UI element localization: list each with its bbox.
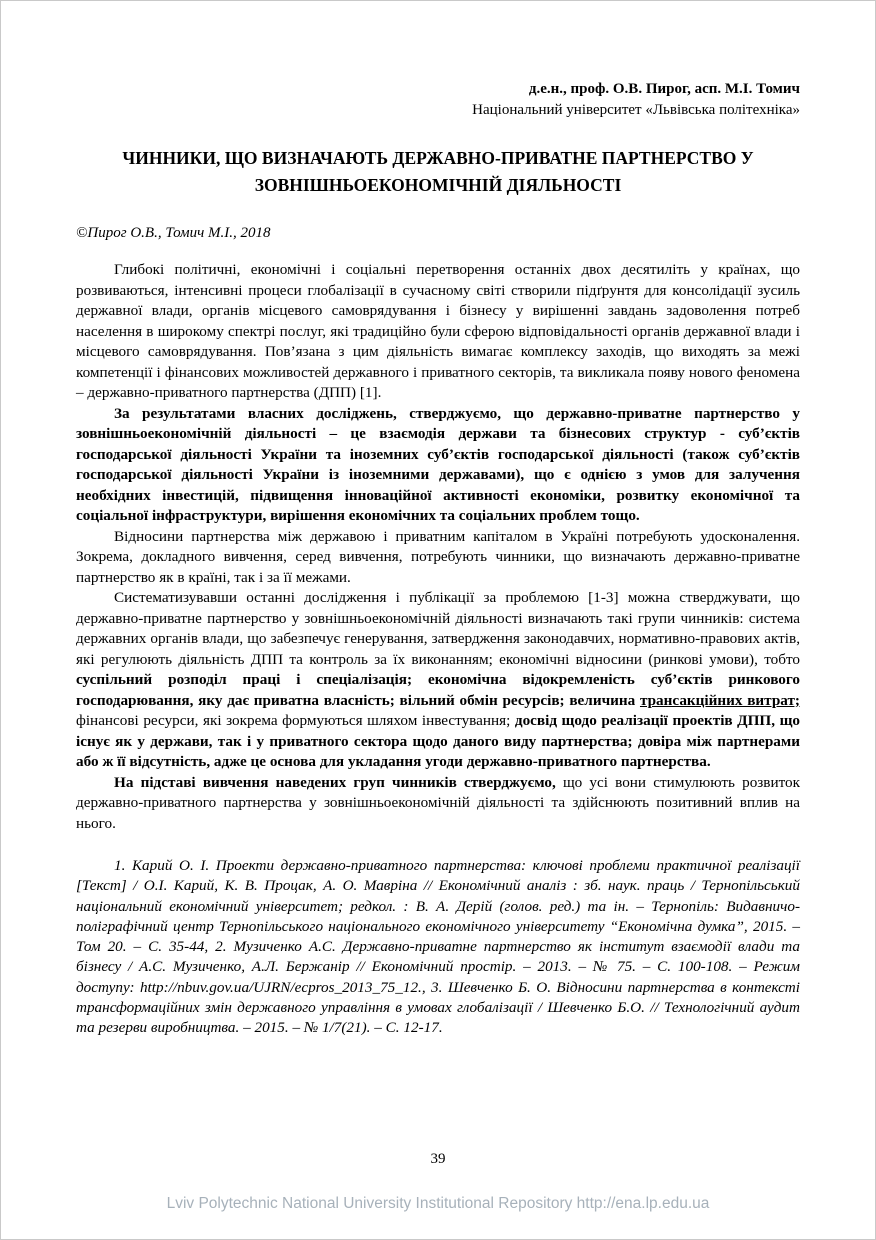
repository-footer: Lviv Polytechnic National University Institutional Repository http://ena.lp.edu.ua bbox=[166, 1195, 710, 1212]
conclusion-segment-bold: На підставі вивчення наведених груп чинників стверджуємо, bbox=[114, 773, 563, 791]
affiliation-line: Національний університет «Львівська політехніка» bbox=[472, 102, 800, 118]
factors-segment-bold-2: досвід щодо реалізації проектів ДПП, що існує як у держави, так і у приватного сектора щодо даного виду партнерства; довіра між партнерами або ж її відсутність, адже це основа для укладання угоди державно-приватного партнерства. bbox=[76, 712, 800, 770]
copyright-line: ©Пирог О.В., Томич М.І., 2018 bbox=[76, 225, 271, 241]
byline bbox=[76, 79, 800, 121]
references-block: 1. Карий О. І. Проекти державно-приватного партнерства: ключові проблеми практичної реалізації [Текст] / О.І. Карий, К. В. Процак, А. О. Мавріна // Економічний аналіз : зб. наук. праць / Тернопільський національний економічний університет; редкол. : В. А. Дерій (голов. ред.) та ін. – Тернопіль: Видавничо-поліграфічний центр Тернопільського національного економічного університету “Економічна думка”, 2015. – Том 20. – С. 35-44, 2. Музиченко А.С. Державно-приватне партнерство як інститут взаємодії влади та бізнесу / А.С. Музиченко, А.Л. Бержанір // Економічний простір. – 2013. – № 75. – С. 100-108. – Режим доступу: http://nbuv.gov.ua/UJRN/ecpros_2013_75_12., 3. Шевченко Б. О. Відносини партнерства в контексті трансформаційних змін державного управління в умовах глобалізації / Шевченко Б.О. // Технологічний аудит та резерви виробництва. – 2015. – № 1/7(21). – С. 12-17. bbox=[76, 857, 800, 1037]
paragraph-factors bbox=[76, 588, 800, 773]
paper-title: ЧИННИКИ, ЩО ВИЗНАЧАЮТЬ ДЕРЖАВНО-ПРИВАТНЕ ПАРТНЕРСТВО У ЗОВНІШНЬОЕКОНОМІЧНІЙ ДІЯЛЬНОСТІ bbox=[122, 148, 754, 195]
paragraph-relations: Відносини партнерства між державою і приватним капіталом в Україні потребують удосконалення. Зокрема, докладного вивчення, серед вивчення, потребують чинники, що визначають державно-приватне партнерство як в країні, так і за її межами. bbox=[76, 527, 800, 586]
paragraph-definition: За результатами власних досліджень, стверджуємо, що державно-приватне партнерство у зовнішньоекономічній діяльності – це взаємодія держави та бізнесових структур - суб’єктів господарської діяльності України та іноземних суб’єктів господарської діяльності (також суб’єктів господарської діяльності України із іноземними державами), що є однією з умов для залучення необхідних інвестицій, підвищення інноваційної активності економіки, розвитку економічної та соціальної інфраструктури, вирішення економічних та соціальних проблем тощо. bbox=[76, 404, 800, 524]
authors-line: д.е.н., проф. О.В. Пирог, асп. М.І. Томич bbox=[528, 81, 800, 97]
paragraph-intro: Глибокі політичні, економічні і соціальні перетворення останніх двох десятиліть у країнах, що розвиваються, інтенсивні процеси глобалізації в сучасному світі створили підґрунтя для консолідації зусиль державної влади, органів місцевого самоврядування і бізнесу у вирішенні завдань задоволення потреб населення в широкому спектрі послуг, які традиційно були сферою відповідальності органів державної влади і місцевого самоврядування. Пов’язана з цим діяльність вимагає комплексу заходів, що виходять за межі компетенції і фінансових можливостей державного і приватного секторів, та викликала появу нового феномена – державно-приватного партнерства (ДПП) [1]. bbox=[76, 261, 800, 401]
factors-segment-normal-1: Систематизувавши останні дослідження і публікації за проблемою [1-3] можна стверджувати, що державно-приватне партнерство у зовнішньоекономічній діяльності визначають такі групи чинників: система державних органів влади, що забезпечує генерування, затвердження законодавчих, нормативно-правових актів, які регулюють діяльність ДПП та контроль за їх виконанням; економічні відносини (ринкові умови), тобто bbox=[76, 589, 800, 668]
factors-segment-bold-1: суспільний розподіл праці і спеціалізація; економічна відокремленість суб’єктів ринкового господарювання, яку дає приватна власність; вільний обмін ресурсів; величина bbox=[76, 671, 800, 709]
page-number: 39 bbox=[430, 1151, 446, 1167]
factors-segment-bold-underlined: трансакційних витрат; bbox=[639, 691, 800, 709]
conclusion-segment-normal: що усі вони стимулюють розвиток державно-приватного партнерства у зовнішньоекономічній діяльності та здійснюють позитивний вплив на нього. bbox=[76, 773, 800, 832]
paragraph-conclusion bbox=[76, 773, 800, 835]
factors-segment-normal-2: фінансові ресурси, які зокрема формуються шляхом інвестування; bbox=[76, 712, 515, 729]
